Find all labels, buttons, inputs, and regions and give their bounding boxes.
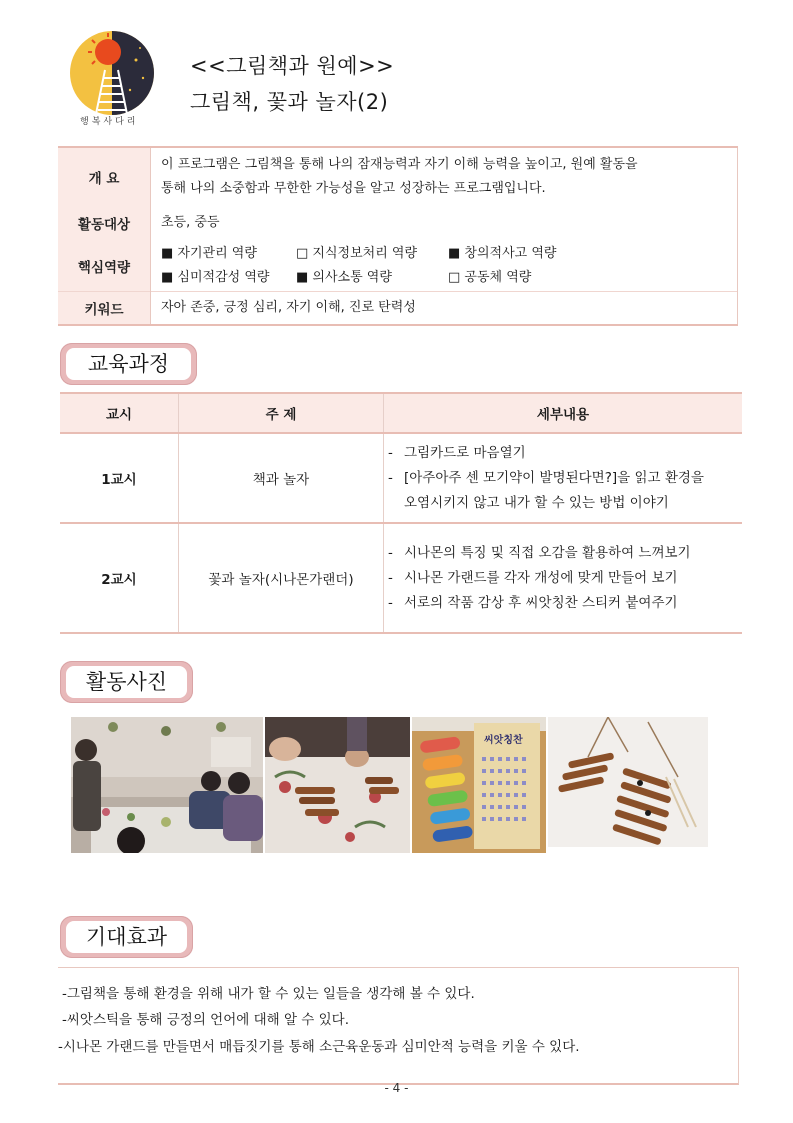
- effect-line: -시나몬 가랜드를 만들면서 매듭짓기를 통해 소근육운동과 심미안적 능력을 키울 수 있다.: [58, 1039, 580, 1055]
- expected-effects-box: [58, 967, 739, 1085]
- overview-table: [58, 146, 738, 326]
- competency-information: □ 지식정보처리 역량: [296, 245, 418, 261]
- detail-item: - 시나몬 가랜드를 각자 개성에 맞게 만들어 보기: [388, 566, 742, 591]
- activity-photo-seed-praise-board: [412, 717, 546, 853]
- target-value: 초등, 중등: [151, 205, 738, 241]
- page-number: - 4 -: [384, 1081, 409, 1095]
- curriculum-section-badge: [60, 343, 197, 385]
- activity-photo-cinnamon-table: [265, 717, 410, 853]
- competency-label: 핵심역량: [58, 241, 151, 291]
- effect-line: -그림책을 통해 환경을 위해 내가 할 수 있는 일들을 생각해 볼 수 있다.: [62, 986, 475, 1002]
- table-row: [60, 523, 742, 633]
- activity-photo-classroom: [71, 717, 263, 853]
- detail-item: - [아주아주 센 모기약이 발명된다면?]을 읽고 환경을: [388, 466, 742, 491]
- page-title-line1: <<그림책과 원예>>: [190, 54, 395, 78]
- target-label: 활동대상: [58, 205, 151, 241]
- summary-line-2: 통해 나의 소중함과 무한한 가능성을 알고 성장하는 프로그램입니다.: [161, 180, 546, 196]
- curriculum-header-row: [60, 393, 742, 433]
- photos-section-title: 활동사진: [66, 666, 187, 698]
- competency-creative-thinking: ■ 창의적사고 역량: [448, 245, 557, 261]
- ladder-logo: [68, 30, 158, 130]
- details-cell: [384, 523, 743, 633]
- table-row: [60, 433, 742, 523]
- period-cell: 1교시: [60, 433, 179, 523]
- keyword-label: 키워드: [58, 291, 151, 325]
- col-header-details: 세부내용: [384, 393, 743, 433]
- summary-value: [151, 147, 738, 205]
- competency-self-management: ■ 자기관리 역량: [161, 245, 257, 261]
- detail-item: - 서로의 작품 감상 후 씨앗칭찬 스티커 붙여주기: [388, 591, 742, 616]
- summary-label: 개 요: [58, 147, 151, 205]
- competency-aesthetic: ■ 심미적감성 역량: [161, 269, 270, 285]
- seed-praise-board-title: 씨앗칭찬: [484, 735, 523, 746]
- competency-value: [151, 241, 738, 291]
- col-header-topic: 주 제: [179, 393, 384, 433]
- keyword-value: 자아 존중, 긍정 심리, 자기 이해, 진로 탄력성: [151, 291, 738, 325]
- summary-line-1: 이 프로그램은 그림책을 통해 나의 잠재능력과 자기 이해 능력을 높이고, 원예 활동을: [161, 156, 638, 172]
- period-cell: 2교시: [60, 523, 179, 633]
- page-title-line2: 그림책, 꽃과 놀자(2): [190, 90, 389, 114]
- detail-item: - 그림카드로 마음열기: [388, 441, 742, 466]
- effects-section-title: 기대효과: [66, 921, 187, 953]
- curriculum-table: [60, 392, 742, 634]
- competency-community: □ 공동체 역량: [448, 269, 532, 285]
- effects-section-badge: [60, 916, 193, 958]
- topic-cell: 책과 놀자: [179, 433, 384, 523]
- logo-caption: 행복사다리: [80, 117, 139, 127]
- activity-photo-cinnamon-garland: [548, 717, 708, 847]
- details-cell: [384, 433, 743, 523]
- detail-item: - 시나몬의 특징 및 직접 오감을 활용하여 느껴보기: [388, 541, 742, 566]
- col-header-period: 교시: [60, 393, 179, 433]
- detail-item-continued: 오염시키지 않고 내가 할 수 있는 방법 이야기: [404, 494, 669, 511]
- photos-section-badge: [60, 661, 193, 703]
- competency-communication: ■ 의사소통 역량: [296, 269, 392, 285]
- curriculum-section-title: 교육과정: [66, 348, 191, 380]
- topic-cell: 꽃과 놀자(시나몬가랜더): [179, 523, 384, 633]
- effect-line: -씨앗스틱을 통해 긍정의 언어에 대해 알 수 있다.: [62, 1012, 349, 1028]
